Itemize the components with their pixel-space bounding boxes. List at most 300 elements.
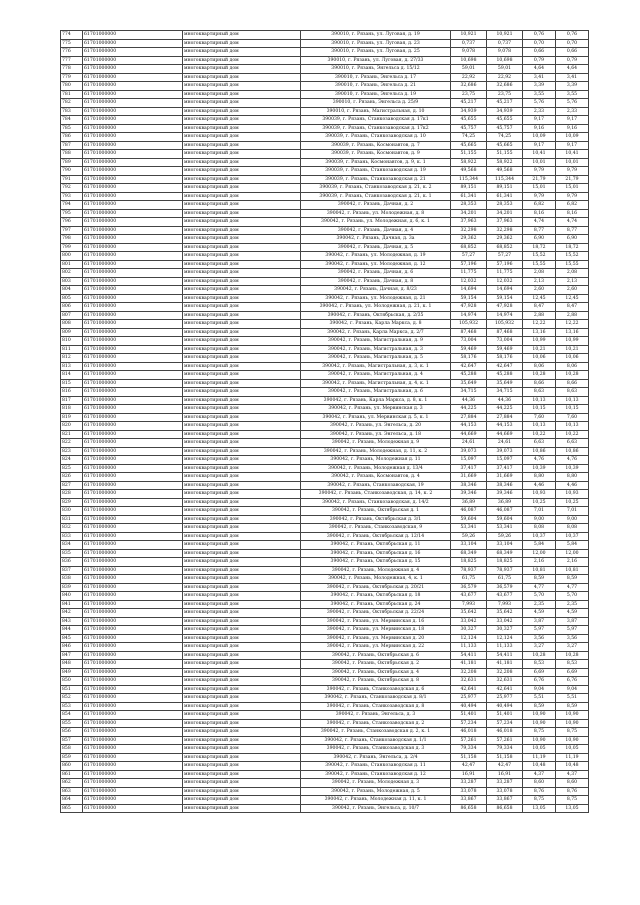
table-row <box>61 558 589 567</box>
table-row <box>61 490 589 499</box>
row-number-cell: 823 <box>61 447 83 456</box>
building-type-cell: многоквартирный дом <box>183 286 301 295</box>
table-row <box>61 439 589 448</box>
value-2-cell: 34,715 <box>487 388 523 397</box>
table-row <box>61 634 589 643</box>
value-4-cell: 15,52 <box>556 252 589 261</box>
value-3-cell: 8,08 <box>523 524 556 533</box>
municipal-code-cell: 61701000000 <box>83 73 183 82</box>
table-row <box>61 99 589 108</box>
value-3-cell: 10,13 <box>523 396 556 405</box>
value-3-cell: 10,06 <box>523 354 556 363</box>
value-3-cell: 6,82 <box>523 201 556 210</box>
row-number-cell: 840 <box>61 592 83 601</box>
municipal-code-cell: 61701000000 <box>83 388 183 397</box>
address-cell: 390042, г. Рязань, Октябрьская, д. 2/35 <box>301 311 451 320</box>
address-cell: 390042, г. Рязань, Станкозаводская, 19 <box>301 481 451 490</box>
building-type-cell: многоквартирный дом <box>183 651 301 660</box>
table-row <box>61 736 589 745</box>
value-4-cell: 0,79 <box>556 56 589 65</box>
value-1-cell: 74,25 <box>451 133 487 142</box>
municipal-code-cell: 61701000000 <box>83 294 183 303</box>
table-row <box>61 218 589 227</box>
value-2-cell: 44,225 <box>487 405 523 414</box>
table-row <box>61 337 589 346</box>
document-page <box>60 30 588 813</box>
municipal-code-cell: 61701000000 <box>83 447 183 456</box>
address-cell: 390039, г. Рязань, Станкозаводская д. 10 <box>301 133 451 142</box>
municipal-code-cell: 61701000000 <box>83 192 183 201</box>
value-2-cell: 45,655 <box>487 116 523 125</box>
address-cell: 390042, г. Рязань, ул. Мервинская д. 3 <box>301 405 451 414</box>
building-type-cell: многоквартирный дом <box>183 617 301 626</box>
value-4-cell: 8,60 <box>556 779 589 788</box>
address-cell: 390039, г. Рязань, Станкозаводская д. 21, к. 1 <box>301 192 451 201</box>
row-number-cell: 862 <box>61 779 83 788</box>
building-type-cell: многоквартирный дом <box>183 609 301 618</box>
value-4-cell: 9,00 <box>556 515 589 524</box>
row-number-cell: 844 <box>61 626 83 635</box>
row-number-cell: 836 <box>61 558 83 567</box>
building-type-cell: многоквартирный дом <box>183 498 301 507</box>
municipal-code-cell: 61701000000 <box>83 736 183 745</box>
building-type-cell: многоквартирный дом <box>183 592 301 601</box>
building-type-cell: многоквартирный дом <box>183 56 301 65</box>
municipal-code-cell: 61701000000 <box>83 507 183 516</box>
row-number-cell: 831 <box>61 515 83 524</box>
building-type-cell: многоквартирный дом <box>183 260 301 269</box>
building-type-cell: многоквартирный дом <box>183 133 301 142</box>
table-row <box>61 209 589 218</box>
value-3-cell: 9,16 <box>523 124 556 133</box>
value-4-cell: 18,72 <box>556 243 589 252</box>
building-type-cell: многоквартирный дом <box>183 31 301 40</box>
table-row <box>61 626 589 635</box>
address-cell: 390042, г. Рязань, Магистральная, д. 3 <box>301 345 451 354</box>
value-2-cell: 34,939 <box>487 107 523 116</box>
value-3-cell: 8,75 <box>523 728 556 737</box>
value-2-cell: 33,104 <box>487 541 523 550</box>
municipal-code-cell: 61701000000 <box>83 804 183 813</box>
value-4-cell: 10,13 <box>556 422 589 431</box>
value-4-cell: 2,13 <box>556 277 589 286</box>
table-row <box>61 260 589 269</box>
row-number-cell: 863 <box>61 787 83 796</box>
municipal-code-cell: 61701000000 <box>83 303 183 312</box>
address-cell: 390042, г. Рязань, Молодежная, д. 11, к. 2 <box>301 447 451 456</box>
value-2-cell: 25,977 <box>487 694 523 703</box>
building-type-cell: многоквартирный дом <box>183 209 301 218</box>
value-1-cell: 32,631 <box>451 677 487 686</box>
value-3-cell: 21,79 <box>523 175 556 184</box>
value-2-cell: 44,153 <box>487 422 523 431</box>
row-number-cell: 806 <box>61 303 83 312</box>
value-3-cell: 6,69 <box>523 668 556 677</box>
municipal-code-cell: 61701000000 <box>83 226 183 235</box>
municipal-code-cell: 61701000000 <box>83 124 183 133</box>
table-row <box>61 728 589 737</box>
value-4-cell: 5,51 <box>556 694 589 703</box>
building-type-cell: многоквартирный дом <box>183 175 301 184</box>
address-cell: 390042, г. Рязань, ул. Мервинская д. 20 <box>301 634 451 643</box>
value-2-cell: 73,004 <box>487 337 523 346</box>
value-1-cell: 68,852 <box>451 243 487 252</box>
value-2-cell: 46,018 <box>487 728 523 737</box>
table-row <box>61 90 589 99</box>
table-row <box>61 481 589 490</box>
value-4-cell: 10,05 <box>556 745 589 754</box>
building-type-cell: многоквартирный дом <box>183 736 301 745</box>
value-1-cell: 14,974 <box>451 311 487 320</box>
row-number-cell: 780 <box>61 82 83 91</box>
table-row <box>61 371 589 380</box>
building-type-cell: многоквартирный дом <box>183 515 301 524</box>
address-cell: 390042, г. Рязань, Молодежная, 4, к. 1 <box>301 575 451 584</box>
value-4-cell: 8,75 <box>556 796 589 805</box>
value-2-cell: 42,641 <box>487 685 523 694</box>
address-cell: 390042, г. Рязань, Энгельса, д. 2/4 <box>301 753 451 762</box>
address-cell: 390042, г. Рязань, Октябрьская д. 11 <box>301 541 451 550</box>
table-row <box>61 124 589 133</box>
value-4-cell: 15,01 <box>556 184 589 193</box>
value-2-cell: 29,362 <box>487 235 523 244</box>
address-cell: 390010, г. Рязань, Энгельса д. 15/12 <box>301 65 451 74</box>
municipal-code-cell: 61701000000 <box>83 626 183 635</box>
value-2-cell: 32,631 <box>487 677 523 686</box>
table-row <box>61 379 589 388</box>
value-3-cell: 8,16 <box>523 209 556 218</box>
value-2-cell: 34,201 <box>487 209 523 218</box>
value-1-cell: 57,261 <box>451 736 487 745</box>
municipal-code-cell: 61701000000 <box>83 158 183 167</box>
value-4-cell: 12,22 <box>556 320 589 329</box>
value-2-cell: 58,922 <box>487 158 523 167</box>
address-cell: 390042, г. Рязань, ул. Мервинская д. 22 <box>301 643 451 652</box>
row-number-cell: 782 <box>61 99 83 108</box>
value-2-cell: 59,154 <box>487 294 523 303</box>
value-2-cell: 22,92 <box>487 73 523 82</box>
table-row <box>61 685 589 694</box>
address-cell: 390042, г. Рязань, Октябрьская д. 15 <box>301 558 451 567</box>
municipal-code-cell: 61701000000 <box>83 422 183 431</box>
building-type-cell: многоквартирный дом <box>183 634 301 643</box>
value-2-cell: 18,825 <box>487 558 523 567</box>
address-cell: 390042, г. Рязань, ул. Энгельса, д. 18 <box>301 430 451 439</box>
value-2-cell: 61,341 <box>487 192 523 201</box>
address-cell: 390042, г. Рязань, ул. Молодежная, д. 21, к. 1 <box>301 303 451 312</box>
row-number-cell: 799 <box>61 243 83 252</box>
value-1-cell: 51,158 <box>451 753 487 762</box>
table-row <box>61 150 589 159</box>
table-row <box>61 362 589 371</box>
address-cell: 390042, г. Рязань, Октябрьская д. 18 <box>301 592 451 601</box>
municipal-code-cell: 61701000000 <box>83 175 183 184</box>
value-3-cell: 8,76 <box>523 787 556 796</box>
address-cell: 390042, г. Рязань, Станкозаводская д. 3 <box>301 745 451 754</box>
row-number-cell: 813 <box>61 362 83 371</box>
value-1-cell: 45,655 <box>451 116 487 125</box>
value-3-cell: 12,00 <box>523 549 556 558</box>
value-1-cell: 14,694 <box>451 286 487 295</box>
table-row <box>61 235 589 244</box>
table-row <box>61 184 589 193</box>
value-1-cell: 27,884 <box>451 413 487 422</box>
value-1-cell: 34,939 <box>451 107 487 116</box>
address-cell: 390042, г. Рязань, Магистральная, д. 4 <box>301 371 451 380</box>
value-3-cell: 13,16 <box>523 328 556 337</box>
value-4-cell: 10,90 <box>556 711 589 720</box>
table-row <box>61 141 589 150</box>
value-4-cell: 4,46 <box>556 481 589 490</box>
row-number-cell: 821 <box>61 430 83 439</box>
value-2-cell: 105,932 <box>487 320 523 329</box>
value-4-cell: 3,87 <box>556 617 589 626</box>
address-cell: 390042, г. Рязань, Станкозаводская д. 1/1 <box>301 736 451 745</box>
value-3-cell: 8,53 <box>523 660 556 669</box>
value-2-cell: 37,963 <box>487 218 523 227</box>
building-type-cell: многоквартирный дом <box>183 90 301 99</box>
value-1-cell: 86,658 <box>451 804 487 813</box>
row-number-cell: 800 <box>61 252 83 261</box>
address-cell: 390042, г. Рязань, Станкозаводская д. 8 <box>301 702 451 711</box>
building-type-cell: многоквартирный дом <box>183 226 301 235</box>
value-4-cell: 3,56 <box>556 634 589 643</box>
value-3-cell: 3,27 <box>523 643 556 652</box>
value-2-cell: 37,417 <box>487 464 523 473</box>
municipal-code-cell: 61701000000 <box>83 762 183 771</box>
municipal-code-cell: 61701000000 <box>83 354 183 363</box>
address-cell: 390039, г. Рязань, Станкозаводская д. 19 <box>301 167 451 176</box>
table-row <box>61 762 589 771</box>
value-4-cell: 10,09 <box>556 133 589 142</box>
value-3-cell: 5,97 <box>523 626 556 635</box>
value-3-cell: 12,45 <box>523 294 556 303</box>
address-cell: 390042, г. Рязань, Октябрьская д. 24 <box>301 600 451 609</box>
table-row <box>61 226 589 235</box>
value-2-cell: 58,176 <box>487 354 523 363</box>
row-number-cell: 847 <box>61 651 83 660</box>
value-1-cell: 42,647 <box>451 362 487 371</box>
municipal-code-cell: 61701000000 <box>83 107 183 116</box>
municipal-code-cell: 61701000000 <box>83 651 183 660</box>
value-2-cell: 28,353 <box>487 201 523 210</box>
building-type-cell: многоквартирный дом <box>183 303 301 312</box>
value-3-cell: 8,66 <box>523 379 556 388</box>
row-number-cell: 809 <box>61 328 83 337</box>
value-2-cell: 79,334 <box>487 745 523 754</box>
table-row <box>61 201 589 210</box>
value-4-cell: 7,60 <box>556 413 589 422</box>
value-4-cell: 10,90 <box>556 736 589 745</box>
value-2-cell: 7,993 <box>487 600 523 609</box>
building-type-cell: многоквартирный дом <box>183 337 301 346</box>
row-number-cell: 826 <box>61 473 83 482</box>
municipal-code-cell: 61701000000 <box>83 286 183 295</box>
value-2-cell: 68,349 <box>487 549 523 558</box>
value-4-cell: 4,37 <box>556 770 589 779</box>
building-type-cell: многоквартирный дом <box>183 311 301 320</box>
table-row <box>61 541 589 550</box>
value-4-cell: 10,48 <box>556 762 589 771</box>
value-1-cell: 58,176 <box>451 354 487 363</box>
building-type-cell: многоквартирный дом <box>183 524 301 533</box>
row-number-cell: 801 <box>61 260 83 269</box>
value-2-cell: 36,89 <box>487 498 523 507</box>
value-3-cell: 2,88 <box>523 311 556 320</box>
table-row <box>61 507 589 516</box>
table-row <box>61 617 589 626</box>
municipal-code-cell: 61701000000 <box>83 379 183 388</box>
value-1-cell: 44,225 <box>451 405 487 414</box>
value-4-cell: 5,70 <box>556 592 589 601</box>
building-type-cell: многоквартирный дом <box>183 643 301 652</box>
building-type-cell: многоквартирный дом <box>183 685 301 694</box>
table-row <box>61 311 589 320</box>
value-1-cell: 47,928 <box>451 303 487 312</box>
table-row <box>61 745 589 754</box>
table-row <box>61 643 589 652</box>
value-1-cell: 22,92 <box>451 73 487 82</box>
value-4-cell: 3,39 <box>556 82 589 91</box>
table-row <box>61 473 589 482</box>
municipal-code-cell: 61701000000 <box>83 770 183 779</box>
table-row <box>61 464 589 473</box>
value-3-cell: 12,22 <box>523 320 556 329</box>
value-1-cell: 0,737 <box>451 39 487 48</box>
value-3-cell: 6,76 <box>523 677 556 686</box>
value-4-cell: 5,84 <box>556 541 589 550</box>
value-4-cell: 13,16 <box>556 328 589 337</box>
address-cell: 390042, г. Рязань, Дачная, д. 6 <box>301 269 451 278</box>
value-3-cell: 0,76 <box>523 31 556 40</box>
row-number-cell: 827 <box>61 481 83 490</box>
value-3-cell: 8,06 <box>523 362 556 371</box>
value-4-cell: 0,70 <box>556 39 589 48</box>
value-1-cell: 43,677 <box>451 592 487 601</box>
municipal-code-cell: 61701000000 <box>83 694 183 703</box>
municipal-code-cell: 61701000000 <box>83 48 183 57</box>
row-number-cell: 775 <box>61 39 83 48</box>
table-row <box>61 719 589 728</box>
row-number-cell: 846 <box>61 643 83 652</box>
address-cell: 390039, г. Рязань, Космонавтов, д. 9 <box>301 150 451 159</box>
value-2-cell: 14,974 <box>487 311 523 320</box>
value-1-cell: 44,36 <box>451 396 487 405</box>
table-row <box>61 39 589 48</box>
building-type-cell: многоквартирный дом <box>183 626 301 635</box>
building-type-cell: многоквартирный дом <box>183 320 301 329</box>
value-1-cell: 38,346 <box>451 481 487 490</box>
table-row <box>61 252 589 261</box>
address-cell: 390010, г. Рязань, Энгельса д. 25/9 <box>301 99 451 108</box>
value-3-cell: 7,01 <box>523 507 556 516</box>
value-2-cell: 38,346 <box>487 481 523 490</box>
value-2-cell: 35,649 <box>487 379 523 388</box>
row-number-cell: 828 <box>61 490 83 499</box>
value-3-cell: 18,72 <box>523 243 556 252</box>
address-cell: 390042, г. Рязань, Молодежная д. 9 <box>301 439 451 448</box>
value-3-cell: 2,16 <box>523 558 556 567</box>
table-row <box>61 430 589 439</box>
value-1-cell: 49,568 <box>451 167 487 176</box>
value-1-cell: 10,698 <box>451 56 487 65</box>
value-1-cell: 45,757 <box>451 124 487 133</box>
value-2-cell: 10,698 <box>487 56 523 65</box>
table-row <box>61 294 589 303</box>
building-type-cell: многоквартирный дом <box>183 762 301 771</box>
value-1-cell: 32,686 <box>451 82 487 91</box>
value-1-cell: 45,217 <box>451 99 487 108</box>
table-row <box>61 82 589 91</box>
value-1-cell: 11,775 <box>451 269 487 278</box>
table-row <box>61 770 589 779</box>
address-cell: 390042, г. Рязань, Станкозаводская, д. 14, к. 2 <box>301 490 451 499</box>
table-row <box>61 447 589 456</box>
address-cell: 390042, г. Рязань, Магистральная, д. 3, к. 1 <box>301 362 451 371</box>
table-row <box>61 422 589 431</box>
row-number-cell: 811 <box>61 345 83 354</box>
row-number-cell: 789 <box>61 158 83 167</box>
municipal-code-cell: 61701000000 <box>83 745 183 754</box>
value-3-cell: 3,41 <box>523 73 556 82</box>
building-type-cell: многоквартирный дом <box>183 473 301 482</box>
row-number-cell: 851 <box>61 685 83 694</box>
table-row <box>61 779 589 788</box>
table-row <box>61 566 589 575</box>
building-type-cell: многоквартирный дом <box>183 345 301 354</box>
value-4-cell: 8,16 <box>556 209 589 218</box>
municipal-code-cell: 61701000000 <box>83 184 183 193</box>
table-row <box>61 116 589 125</box>
municipal-code-cell: 61701000000 <box>83 277 183 286</box>
table-row <box>61 158 589 167</box>
building-type-cell: многоквартирный дом <box>183 575 301 584</box>
building-type-cell: многоквартирный дом <box>183 371 301 380</box>
row-number-cell: 854 <box>61 711 83 720</box>
value-3-cell: 9,79 <box>523 192 556 201</box>
value-1-cell: 42,47 <box>451 762 487 771</box>
value-1-cell: 10,921 <box>451 31 487 40</box>
value-2-cell: 24,61 <box>487 439 523 448</box>
building-type-cell: многоквартирный дом <box>183 660 301 669</box>
value-1-cell: 32,208 <box>451 668 487 677</box>
row-number-cell: 783 <box>61 107 83 116</box>
building-type-cell: многоквартирный дом <box>183 541 301 550</box>
address-cell: 390042, г. Рязань, Октябрьская д. 1 <box>301 507 451 516</box>
row-number-cell: 842 <box>61 609 83 618</box>
value-3-cell: 10,22 <box>523 430 556 439</box>
address-cell: 390039, г. Рязань, Станкозаводская д. 17к1 <box>301 116 451 125</box>
value-3-cell: 0,70 <box>523 39 556 48</box>
value-3-cell: 8,63 <box>523 388 556 397</box>
value-2-cell: 32,686 <box>487 82 523 91</box>
building-type-cell: многоквартирный дом <box>183 532 301 541</box>
value-3-cell: 9,17 <box>523 116 556 125</box>
value-3-cell: 3,55 <box>523 90 556 99</box>
building-type-cell: многоквартирный дом <box>183 779 301 788</box>
value-3-cell: 6,90 <box>523 235 556 244</box>
municipal-code-cell: 61701000000 <box>83 235 183 244</box>
value-4-cell: 9,16 <box>556 124 589 133</box>
address-cell: 390042, г. Рязань, ул. Мервинская д. 16 <box>301 617 451 626</box>
value-1-cell: 58,922 <box>451 158 487 167</box>
value-2-cell: 51,401 <box>487 711 523 720</box>
value-2-cell: 40,494 <box>487 702 523 711</box>
building-type-cell: многоквартирный дом <box>183 566 301 575</box>
table-row <box>61 668 589 677</box>
building-type-cell: многоквартирный дом <box>183 668 301 677</box>
address-cell: 390010, г. Рязань, Энгельса д. 17 <box>301 73 451 82</box>
